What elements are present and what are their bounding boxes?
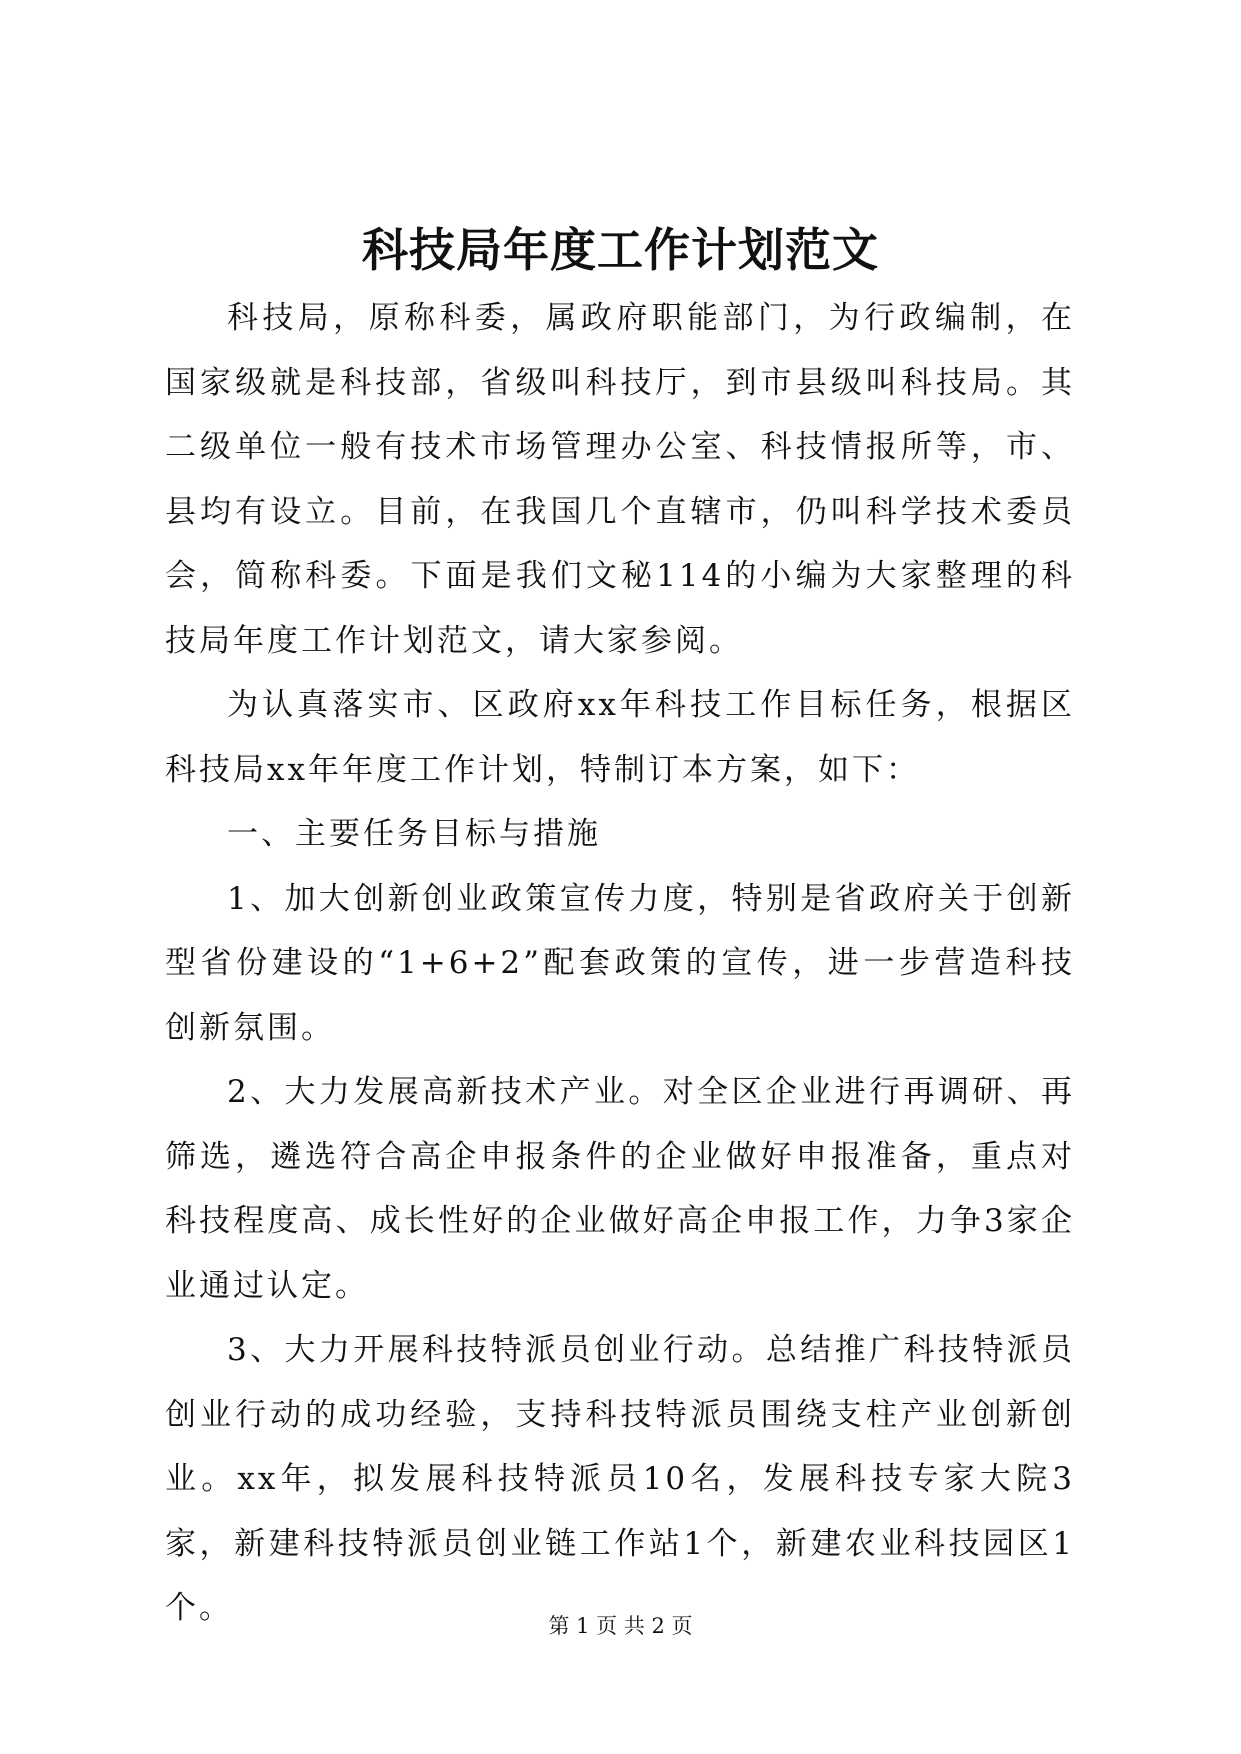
- paragraph-item-3: 3、大力开展科技特派员创业行动。总结推广科技特派员创业行动的成功经验，支持科技特派员围绕支柱产业创新创业。xx年，拟发展科技特派员10名，发展科技专家大院3家，新建科技特派员创业链工作站1个，新建农业科技园区1个。: [165, 1332, 1075, 1626]
- section-heading: 一、主要任务目标与措施: [227, 816, 601, 852]
- paragraph-item-1: 1、加大创新创业政策宣传力度，特别是省政府关于创新型省份建设的“1+6+2”配套政策的宣传，进一步营造科技创新氛围。: [165, 880, 1075, 1046]
- page-footer: 第 1 页 共 2 页: [548, 1614, 693, 1638]
- paragraph-intro: 科技局，原称科委，属政府职能部门，为行政编制，在国家级就是科技部，省级叫科技厅，到市县级叫科技局。其二级单位一般有技术市场管理办公室、科技情报所等，市、县均有设立。目前，在我国几个直辖市，仍叫科学技术委员会，简称科委。下面是我们文秘114的小编为大家整理的科技局年度工作计划范文，请大家参阅。: [165, 300, 1075, 659]
- document-title: 科技局年度工作计划范文: [362, 223, 879, 277]
- document-body: [165, 286, 1075, 1641]
- paragraph-item-2: 2、大力发展高新技术产业。对全区企业进行再调研、再筛选，遴选符合高企申报条件的企业做好申报准备，重点对科技程度高、成长性好的企业做好高企申报工作，力争3家企业通过认定。: [165, 1074, 1075, 1304]
- paragraph-plan-basis: 为认真落实市、区政府xx年科技工作目标任务，根据区科技局xx年年度工作计划，特制订本方案，如下：: [165, 687, 1075, 788]
